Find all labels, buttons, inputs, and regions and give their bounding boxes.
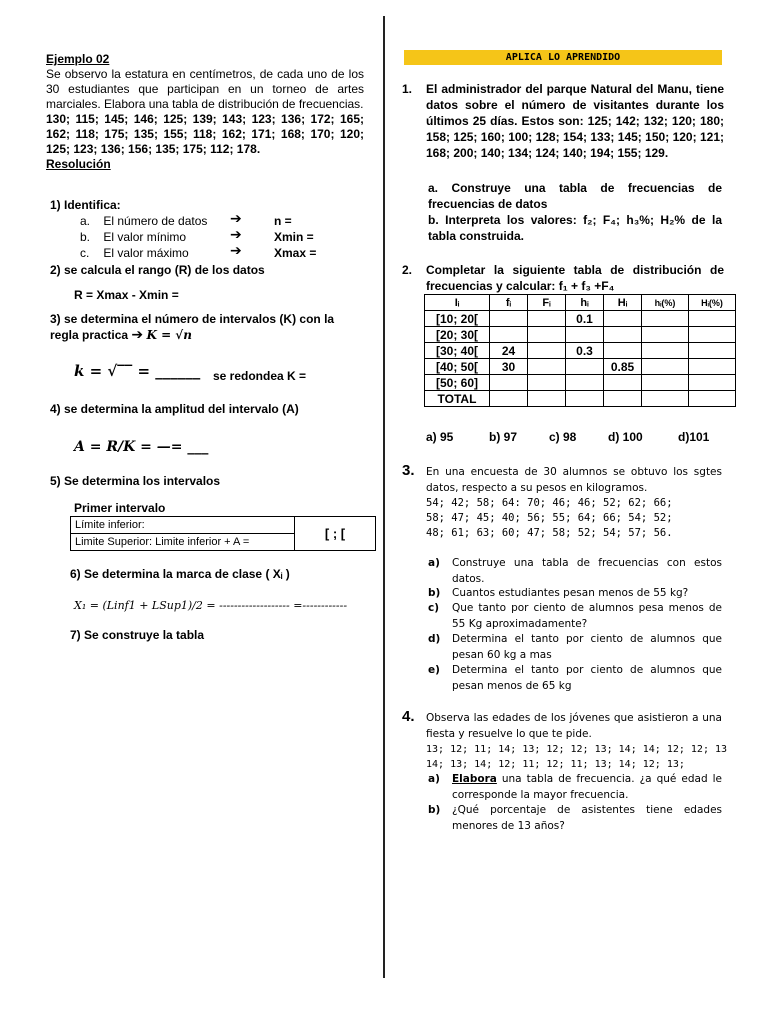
table-cell bbox=[566, 391, 604, 407]
q2-option-b: b) 97 bbox=[489, 430, 518, 444]
item-text: El valor mínimo bbox=[103, 230, 187, 244]
header-cell: fᵢ bbox=[490, 295, 528, 311]
table-cell bbox=[689, 343, 736, 359]
q2-text: Completar la siguiente tabla de distribución de frecuencias y calcular: f₁ + f₃ +F₄ bbox=[426, 263, 724, 293]
x1-formula: X₁ = (Linf1 + LSup1)/2 = ------------------- =------------ bbox=[74, 599, 348, 612]
table-cell bbox=[528, 311, 566, 327]
identify-item-a bbox=[80, 214, 207, 229]
arrow-right-icon: ➔ bbox=[230, 211, 242, 227]
k-round: se redondea K = bbox=[213, 369, 307, 383]
k-line: k = √‾‾ = ______ bbox=[74, 362, 201, 380]
table-cell bbox=[604, 327, 642, 343]
q3-item-b bbox=[428, 586, 722, 602]
q3-data-row: 54; 42; 58; 64: 70; 46; 46; 52; 62; 66; bbox=[426, 497, 673, 509]
q1-item-a: a. Construye una tabla de frecuencias de frecuencias de datos bbox=[428, 181, 722, 211]
identify-item-c bbox=[80, 246, 189, 261]
item-letter: b) bbox=[428, 587, 441, 599]
item-result: n = bbox=[274, 214, 292, 228]
table-cell bbox=[689, 375, 736, 391]
table-cell: [40; 50[ bbox=[425, 359, 490, 375]
question-1 bbox=[402, 81, 724, 161]
header-cell: Iᵢ bbox=[425, 295, 490, 311]
q3-item-e bbox=[428, 663, 722, 694]
frequency-table bbox=[424, 294, 736, 407]
table-cell bbox=[642, 391, 689, 407]
item-text: El número de datos bbox=[103, 214, 208, 228]
q2-option-e: d)101 bbox=[678, 430, 710, 444]
table-cell bbox=[528, 327, 566, 343]
example-data: 130; 115; 145; 146; 125; 139; 143; 123; 136; 172; 165; 162; 118; 175; 135; 155; 118; 162; 171; 168; 170; 120; 125; 123; 136; 156; 135; 175; 112; 178. bbox=[46, 112, 364, 156]
item-letter: a) bbox=[428, 773, 440, 785]
table-row bbox=[425, 311, 736, 327]
interval-table bbox=[70, 516, 376, 551]
table-cell: 0.85 bbox=[604, 359, 642, 375]
arrow-right-icon: ➔ bbox=[230, 243, 242, 259]
table-row bbox=[425, 359, 736, 375]
table-cell bbox=[604, 311, 642, 327]
table-cell bbox=[604, 375, 642, 391]
item-text: Determina el tanto por ciento de alumnos que pesan 60 kg a mas bbox=[452, 633, 722, 661]
range-formula: R = Xmax - Xmin = bbox=[74, 288, 179, 302]
item-result: Xmax = bbox=[274, 246, 317, 260]
table-cell bbox=[528, 391, 566, 407]
item-text: Que tanto por ciento de alumnos pesa menos de 55 Kg aproximadamente? bbox=[452, 602, 722, 630]
table-cell bbox=[528, 359, 566, 375]
q1-number: 1. bbox=[402, 82, 413, 96]
q4-item-a bbox=[428, 772, 722, 803]
table-cell bbox=[490, 327, 528, 343]
arrow-right-icon: ➔ bbox=[131, 327, 144, 343]
lower-limit-cell: Límite inferior: bbox=[71, 517, 295, 534]
table-row bbox=[425, 343, 736, 359]
q3-data-row: 58; 47; 45; 40; 56; 55; 64; 66; 54; 52; bbox=[426, 512, 673, 524]
aplica-banner: APLICA LO APRENDIDO bbox=[404, 50, 722, 65]
item-letter: a) bbox=[428, 557, 440, 569]
table-cell: 24 bbox=[490, 343, 528, 359]
step-4: 4) se determina la amplitud del intervalo (A) bbox=[50, 402, 299, 416]
q3-number: 3. bbox=[402, 462, 415, 479]
q4-item-b bbox=[428, 803, 722, 834]
elabora-keyword: Elabora bbox=[452, 773, 497, 785]
table-header-row bbox=[425, 295, 736, 311]
q1-item-b: b. Interpreta los valores: f₂; F₄; h₃%; H₂% de la tabla construida. bbox=[428, 213, 722, 243]
arrow-right-icon: ➔ bbox=[230, 227, 242, 243]
table-cell bbox=[566, 359, 604, 375]
item-text: El valor máximo bbox=[103, 246, 189, 260]
q3-text: En una encuesta de 30 alumnos se obtuvo los sgtes datos, respecto a su pesos en kilogramos. bbox=[426, 466, 722, 494]
step-6: 6) Se determina la marca de clase ( Xᵢ ) bbox=[70, 567, 290, 581]
table-cell: 0.3 bbox=[566, 343, 604, 359]
q3-item-c bbox=[428, 601, 722, 632]
table-cell: 0.1 bbox=[566, 311, 604, 327]
table-cell bbox=[490, 311, 528, 327]
table-cell bbox=[689, 391, 736, 407]
table-cell bbox=[689, 327, 736, 343]
table-row bbox=[425, 327, 736, 343]
table-cell: 30 bbox=[490, 359, 528, 375]
table-cell: [30; 40[ bbox=[425, 343, 490, 359]
table-cell bbox=[490, 391, 528, 407]
q4-text: Observa las edades de los jóvenes que asistieron a una fiesta y resuelve lo que te pide. bbox=[426, 712, 722, 740]
k-formula: K = √n bbox=[146, 328, 192, 342]
step-1: 1) Identifica: bbox=[50, 198, 121, 212]
item-text: Cuantos estudiantes pesan menos de 55 kg? bbox=[452, 587, 689, 599]
table-cell bbox=[490, 375, 528, 391]
item-letter: e) bbox=[428, 664, 440, 676]
item-letter: a. bbox=[80, 214, 91, 228]
q2-option-d: d) 100 bbox=[608, 430, 643, 444]
table-cell bbox=[642, 311, 689, 327]
table-cell bbox=[528, 343, 566, 359]
resolucion-heading: Resolución bbox=[46, 157, 111, 171]
q1-text: El administrador del parque Natural del Manu, tiene datos sobre el número de visitantes durante los últimos 25 días. Estos son: 125; 142; 132; 120; 180; 158; 125; 160; 100; 128; 154; 133; 145; 150; 120; 121; 168; 200; 140; 134; 124; 140; 194; 155; 129. bbox=[426, 82, 724, 160]
item-letter: c) bbox=[428, 602, 440, 614]
left-column bbox=[46, 52, 364, 172]
question-2 bbox=[402, 262, 724, 294]
q3-item-d bbox=[428, 632, 722, 663]
header-cell: Fᵢ bbox=[528, 295, 566, 311]
header-cell: Hᵢ bbox=[604, 295, 642, 311]
header-cell: Hᵢ(%) bbox=[689, 295, 736, 311]
item-rest: una tabla de frecuencia. ¿a qué edad le corresponde la mayor frecuencia. bbox=[452, 773, 722, 801]
table-cell bbox=[604, 343, 642, 359]
header-cell: hᵢ bbox=[566, 295, 604, 311]
example-title: Ejemplo 02 bbox=[46, 52, 110, 66]
step-3 bbox=[50, 311, 362, 343]
table-cell bbox=[604, 391, 642, 407]
table-cell: [10; 20[ bbox=[425, 311, 490, 327]
item-letter: b. bbox=[80, 230, 91, 244]
q3-data-row: 48; 61; 63; 60; 47; 58; 52; 54; 57; 56. bbox=[426, 527, 673, 539]
item-text bbox=[452, 772, 722, 803]
item-result: Xmin = bbox=[274, 230, 314, 244]
interval-bracket: [ ; [ bbox=[295, 517, 376, 551]
identify-item-b bbox=[80, 230, 186, 245]
table-cell bbox=[642, 343, 689, 359]
table-row bbox=[425, 391, 736, 407]
item-letter: c. bbox=[80, 246, 90, 260]
table-cell bbox=[642, 327, 689, 343]
q4-data-row: 14; 13; 14; 12; 11; 12; 11; 13; 14; 12; 13; bbox=[426, 759, 685, 770]
step-3-text: 3) se determina el número de intervalos (K) con la regla practica bbox=[50, 312, 335, 342]
q4-number: 4. bbox=[402, 708, 415, 725]
q2-number: 2. bbox=[402, 263, 413, 277]
item-text: Construye una tabla de frecuencias con estos datos. bbox=[452, 557, 722, 585]
q4-data-row: 13; 12; 11; 14; 13; 12; 12; 13; 14; 14; 12; 12; 13 bbox=[426, 744, 728, 755]
step-5: 5) Se determina los intervalos bbox=[50, 474, 221, 488]
primer-intervalo: Primer intervalo bbox=[74, 501, 166, 515]
table-cell: TOTAL bbox=[425, 391, 490, 407]
upper-limit-cell: Limite Superior: Limite inferior + A = bbox=[71, 534, 295, 551]
table-cell bbox=[642, 375, 689, 391]
table-cell bbox=[689, 311, 736, 327]
table-cell bbox=[642, 359, 689, 375]
q2-option-a: a) 95 bbox=[426, 430, 454, 444]
item-text: Determina el tanto por ciento de alumnos que pesan menos de 65 kg bbox=[452, 664, 722, 692]
table-row bbox=[425, 375, 736, 391]
table-cell bbox=[566, 327, 604, 343]
example-intro: Se observo la estatura en centímetros, de cada uno de los 30 estudiantes que participan en un torneo de artes marciales. Elabora una tabla de distribución de frecuencias. bbox=[46, 67, 364, 111]
table-cell: [20; 30[ bbox=[425, 327, 490, 343]
table-cell bbox=[566, 375, 604, 391]
item-letter: d) bbox=[428, 633, 441, 645]
a-formula: A = R/K = —= ___ bbox=[74, 439, 209, 455]
header-cell: hᵢ(%) bbox=[642, 295, 689, 311]
q2-option-c: c) 98 bbox=[549, 430, 577, 444]
item-text: ¿Qué porcentaje de asistentes tiene edades menores de 13 años? bbox=[452, 804, 722, 832]
step-7: 7) Se construye la tabla bbox=[70, 628, 205, 642]
step-2: 2) se calcula el rango (R) de los datos bbox=[50, 263, 265, 277]
column-divider bbox=[383, 16, 385, 978]
table-cell bbox=[528, 375, 566, 391]
table-cell: [50; 60] bbox=[425, 375, 490, 391]
item-letter: b) bbox=[428, 804, 441, 816]
table-cell bbox=[689, 359, 736, 375]
q3-item-a bbox=[428, 556, 722, 587]
